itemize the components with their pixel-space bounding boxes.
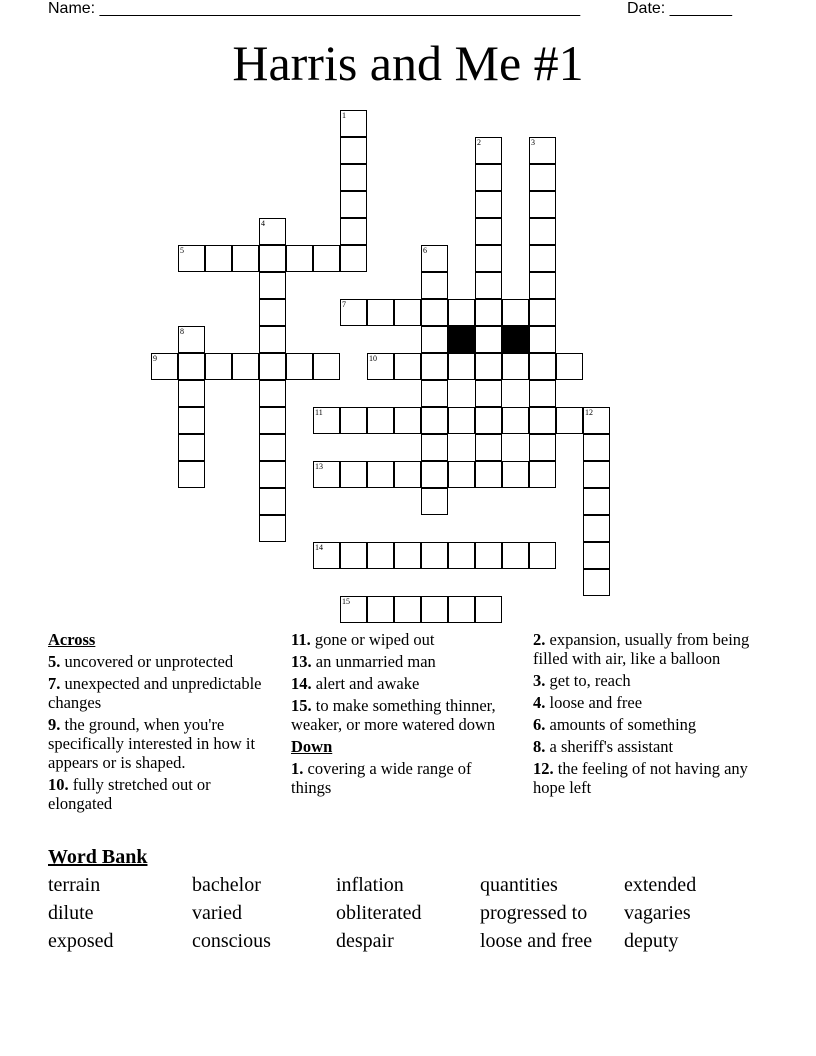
down-clue-12 bbox=[533, 759, 758, 797]
down-clue-1 bbox=[291, 759, 511, 797]
answer-cell[interactable] bbox=[394, 353, 421, 380]
clue-number: 8. bbox=[533, 737, 546, 756]
word-bank-item: dilute bbox=[48, 902, 94, 924]
answer-cell[interactable] bbox=[502, 407, 529, 434]
clue-column-1 bbox=[48, 630, 278, 816]
answer-cell[interactable] bbox=[259, 272, 286, 299]
answer-cell[interactable] bbox=[502, 353, 529, 380]
answer-cell[interactable] bbox=[259, 299, 286, 326]
answer-cell[interactable] bbox=[529, 164, 556, 191]
across-clue-13 bbox=[291, 652, 511, 671]
answer-cell[interactable] bbox=[367, 299, 394, 326]
clue-number: 7. bbox=[48, 674, 61, 693]
answer-cell[interactable] bbox=[583, 569, 610, 596]
clue-text: an unmarried man bbox=[315, 652, 436, 671]
answer-cell[interactable] bbox=[259, 326, 286, 353]
clue-number: 12. bbox=[533, 759, 554, 778]
answer-cell[interactable] bbox=[502, 461, 529, 488]
answer-cell[interactable] bbox=[583, 515, 610, 542]
answer-cell[interactable] bbox=[259, 488, 286, 515]
across-clue-11 bbox=[291, 630, 511, 649]
answer-cell[interactable] bbox=[421, 380, 448, 407]
answer-cell[interactable] bbox=[529, 353, 556, 380]
answer-cell[interactable] bbox=[421, 461, 448, 488]
clue-number-label: 1 bbox=[342, 111, 346, 120]
answer-cell[interactable] bbox=[529, 461, 556, 488]
word-bank-item: progressed to bbox=[480, 902, 588, 924]
answer-cell[interactable] bbox=[529, 326, 556, 353]
answer-cell[interactable] bbox=[421, 353, 448, 380]
answer-cell[interactable] bbox=[178, 353, 205, 380]
clue-number: 15. bbox=[291, 696, 312, 715]
answer-cell[interactable] bbox=[475, 326, 502, 353]
date-field-label: Date: _______ bbox=[627, 0, 732, 17]
answer-cell[interactable] bbox=[529, 380, 556, 407]
answer-cell[interactable] bbox=[583, 488, 610, 515]
word-bank bbox=[48, 874, 788, 952]
down-heading: Down bbox=[291, 737, 333, 756]
clue-text: loose and free bbox=[549, 693, 643, 712]
clue-text: the ground, when you're specifically interested in how it appears or is shaped. bbox=[48, 715, 256, 772]
word-bank-item: vagaries bbox=[624, 902, 691, 924]
answer-cell[interactable] bbox=[421, 326, 448, 353]
answer-cell[interactable] bbox=[340, 218, 367, 245]
clue-number: 11. bbox=[291, 630, 311, 649]
answer-cell[interactable] bbox=[205, 353, 232, 380]
word-bank-item: exposed bbox=[48, 930, 114, 952]
clue-text: uncovered or unprotected bbox=[64, 652, 234, 671]
word-bank-item: extended bbox=[624, 874, 697, 896]
answer-cell[interactable] bbox=[340, 164, 367, 191]
answer-cell[interactable] bbox=[529, 299, 556, 326]
answer-cell[interactable] bbox=[421, 434, 448, 461]
clue-number: 4. bbox=[533, 693, 546, 712]
word-bank-item: inflation bbox=[336, 874, 404, 896]
answer-cell[interactable] bbox=[529, 191, 556, 218]
answer-cell[interactable] bbox=[448, 542, 475, 569]
clue-text: alert and awake bbox=[315, 674, 420, 693]
answer-cell[interactable] bbox=[313, 353, 340, 380]
word-bank-item: obliterated bbox=[336, 902, 422, 924]
clue-text: a sheriff's assistant bbox=[549, 737, 674, 756]
word-bank-item: loose and free bbox=[480, 930, 593, 952]
word-bank-item: quantities bbox=[480, 874, 558, 896]
clue-text: amounts of something bbox=[549, 715, 697, 734]
down-clue-6 bbox=[533, 715, 758, 734]
word-bank-item: bachelor bbox=[192, 874, 261, 896]
answer-cell[interactable] bbox=[502, 542, 529, 569]
word-bank-item: varied bbox=[192, 902, 242, 924]
answer-cell[interactable] bbox=[340, 245, 367, 272]
clue-number: 6. bbox=[533, 715, 546, 734]
down-clue-2 bbox=[533, 630, 758, 668]
answer-cell[interactable] bbox=[340, 407, 367, 434]
down-clue-4 bbox=[533, 693, 758, 712]
clue-column-3 bbox=[533, 630, 758, 800]
clue-number: 5. bbox=[48, 652, 61, 671]
answer-cell[interactable] bbox=[259, 353, 286, 380]
word-bank-item: despair bbox=[336, 930, 394, 952]
answer-cell[interactable] bbox=[340, 461, 367, 488]
answer-cell[interactable] bbox=[529, 218, 556, 245]
answer-cell[interactable] bbox=[475, 434, 502, 461]
answer-cell[interactable] bbox=[394, 299, 421, 326]
clue-number-label: 10 bbox=[369, 354, 377, 363]
answer-cell[interactable] bbox=[259, 380, 286, 407]
answer-cell[interactable] bbox=[259, 434, 286, 461]
answer-cell[interactable] bbox=[421, 596, 448, 623]
name-field-label: Name: ______________________________________________________ bbox=[48, 0, 581, 17]
answer-cell[interactable] bbox=[205, 245, 232, 272]
clue-number-label: 2 bbox=[477, 138, 481, 147]
clue-text: gone or wiped out bbox=[314, 630, 435, 649]
across-clue-9 bbox=[48, 715, 278, 772]
answer-cell[interactable] bbox=[232, 353, 259, 380]
answer-cell[interactable] bbox=[421, 272, 448, 299]
answer-cell[interactable] bbox=[475, 461, 502, 488]
answer-cell[interactable] bbox=[286, 353, 313, 380]
answer-cell[interactable] bbox=[583, 542, 610, 569]
clue-text: the feeling of not having any hope left bbox=[533, 759, 748, 797]
word-bank-item: terrain bbox=[48, 874, 101, 896]
clue-number-label: 11 bbox=[315, 408, 323, 417]
across-clue-14 bbox=[291, 674, 511, 693]
answer-cell[interactable] bbox=[367, 542, 394, 569]
answer-cell[interactable] bbox=[556, 353, 583, 380]
answer-cell[interactable] bbox=[475, 542, 502, 569]
answer-cell[interactable] bbox=[367, 407, 394, 434]
answer-cell[interactable] bbox=[394, 461, 421, 488]
clue-number-label: 13 bbox=[315, 462, 323, 471]
answer-cell[interactable] bbox=[178, 461, 205, 488]
answer-cell[interactable] bbox=[232, 245, 259, 272]
across-clue-5 bbox=[48, 652, 278, 671]
answer-cell[interactable] bbox=[259, 245, 286, 272]
answer-cell[interactable] bbox=[421, 407, 448, 434]
answer-cell[interactable] bbox=[475, 272, 502, 299]
clue-number: 1. bbox=[291, 759, 304, 778]
word-bank-item: conscious bbox=[192, 930, 271, 952]
clue-text: covering a wide range of things bbox=[291, 759, 472, 797]
answer-cell[interactable] bbox=[475, 380, 502, 407]
clue-number-label: 8 bbox=[180, 327, 184, 336]
answer-cell[interactable] bbox=[448, 596, 475, 623]
down-clue-8 bbox=[533, 737, 758, 756]
clue-number-label: 7 bbox=[342, 300, 346, 309]
answer-cell[interactable] bbox=[529, 272, 556, 299]
clue-number-label: 9 bbox=[153, 354, 157, 363]
answer-cell[interactable] bbox=[367, 596, 394, 623]
answer-cell[interactable] bbox=[394, 542, 421, 569]
answer-cell[interactable] bbox=[529, 542, 556, 569]
answer-cell[interactable] bbox=[448, 299, 475, 326]
answer-cell[interactable] bbox=[259, 515, 286, 542]
answer-cell[interactable] bbox=[367, 461, 394, 488]
answer-cell[interactable] bbox=[340, 542, 367, 569]
word-bank-title: Word Bank bbox=[48, 846, 148, 868]
clue-number: 13. bbox=[291, 652, 312, 671]
answer-cell[interactable] bbox=[394, 596, 421, 623]
clue-number-label: 5 bbox=[180, 246, 184, 255]
clue-number: 10. bbox=[48, 775, 69, 794]
clue-text: unexpected and unpredictable changes bbox=[48, 674, 262, 712]
across-heading: Across bbox=[48, 630, 96, 649]
answer-cell[interactable] bbox=[529, 245, 556, 272]
across-clue-15 bbox=[291, 696, 511, 734]
black-cell bbox=[448, 326, 475, 353]
answer-cell[interactable] bbox=[583, 434, 610, 461]
answer-cell[interactable] bbox=[313, 245, 340, 272]
down-clue-3 bbox=[533, 671, 758, 690]
across-clue-10 bbox=[48, 775, 278, 813]
answer-cell[interactable] bbox=[556, 407, 583, 434]
clue-number-label: 14 bbox=[315, 543, 323, 552]
answer-cell[interactable] bbox=[448, 407, 475, 434]
clue-text: to make something thinner, weaker, or more watered down bbox=[291, 696, 496, 734]
answer-cell[interactable] bbox=[394, 407, 421, 434]
answer-cell[interactable] bbox=[340, 137, 367, 164]
clue-number: 2. bbox=[533, 630, 546, 649]
answer-cell[interactable] bbox=[583, 461, 610, 488]
clue-number-label: 6 bbox=[423, 246, 427, 255]
answer-cell[interactable] bbox=[502, 299, 529, 326]
answer-cell[interactable] bbox=[475, 596, 502, 623]
clue-number: 3. bbox=[533, 671, 546, 690]
answer-cell[interactable] bbox=[475, 407, 502, 434]
answer-cell[interactable] bbox=[529, 407, 556, 434]
answer-cell[interactable] bbox=[340, 191, 367, 218]
answer-cell[interactable] bbox=[178, 434, 205, 461]
answer-cell[interactable] bbox=[259, 461, 286, 488]
clue-number: 9. bbox=[48, 715, 61, 734]
clue-text: expansion, usually from being filled with air, like a balloon bbox=[533, 630, 750, 668]
answer-cell[interactable] bbox=[421, 488, 448, 515]
answer-cell[interactable] bbox=[475, 245, 502, 272]
answer-cell[interactable] bbox=[178, 407, 205, 434]
clue-column-2 bbox=[291, 630, 511, 800]
answer-cell[interactable] bbox=[475, 353, 502, 380]
answer-cell[interactable] bbox=[475, 191, 502, 218]
across-clue-7 bbox=[48, 674, 278, 712]
answer-cell[interactable] bbox=[421, 542, 448, 569]
answer-cell[interactable] bbox=[286, 245, 313, 272]
clue-text: fully stretched out or elongated bbox=[48, 775, 211, 813]
word-bank-item: deputy bbox=[624, 930, 679, 952]
black-cell bbox=[502, 326, 529, 353]
answer-cell[interactable] bbox=[178, 380, 205, 407]
answer-cell[interactable] bbox=[448, 461, 475, 488]
answer-cell[interactable] bbox=[475, 164, 502, 191]
answer-cell[interactable] bbox=[529, 434, 556, 461]
answer-cell[interactable] bbox=[475, 299, 502, 326]
answer-cell[interactable] bbox=[421, 299, 448, 326]
clue-text: get to, reach bbox=[549, 671, 631, 690]
clue-number-label: 4 bbox=[261, 219, 265, 228]
clue-number-label: 15 bbox=[342, 597, 350, 606]
answer-cell[interactable] bbox=[259, 407, 286, 434]
clue-number: 14. bbox=[291, 674, 312, 693]
page-title: Harris and Me #1 bbox=[232, 35, 584, 91]
clue-number-label: 3 bbox=[531, 138, 535, 147]
answer-cell[interactable] bbox=[475, 218, 502, 245]
answer-cell[interactable] bbox=[448, 353, 475, 380]
clue-number-label: 12 bbox=[585, 408, 593, 417]
